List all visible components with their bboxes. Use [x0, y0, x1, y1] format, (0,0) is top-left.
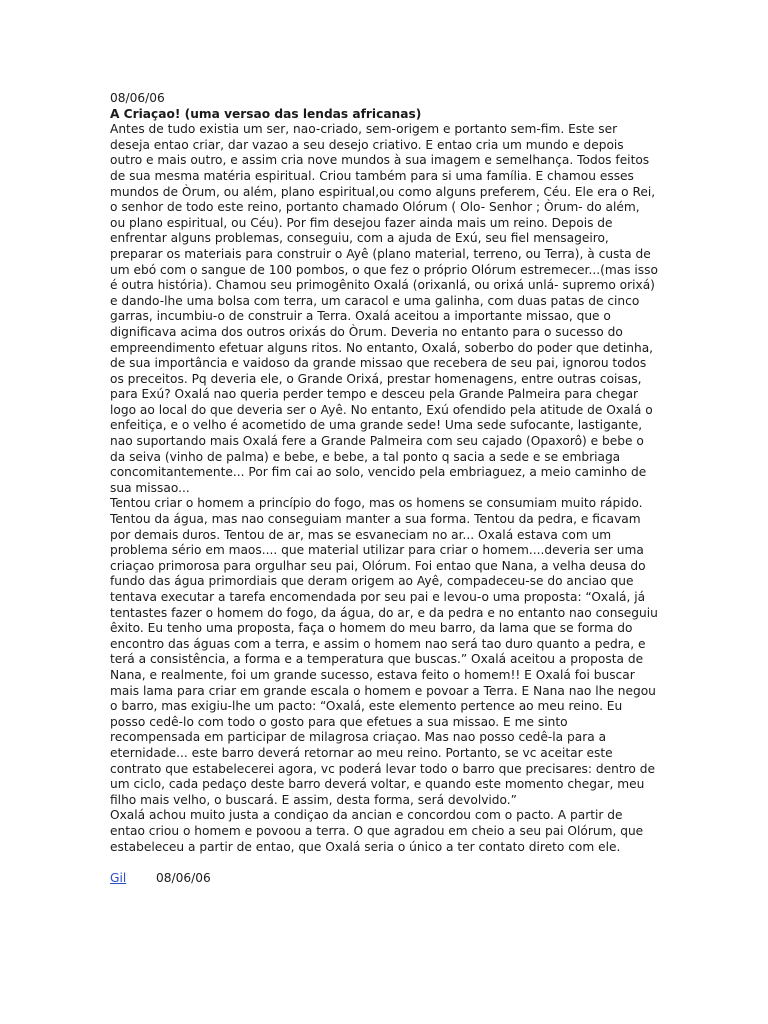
paragraph-1: Antes de tudo existia um ser, nao-criado, sem-origem e portanto sem-fim. Este ser deseja entao criar, dar vazao a seu desejo criativo. E entao cria um mundo e depois outro e mais outro, e assim cria nove mundos à sua imagem e semelhança. Todos feitos de sua mesma matéria espiritual. Criou também para si uma família. E chamou esses mundos de Òrum, ou além, plano espiritual,ou como alguns preferem, Céu. Ele era o Rei, o senhor de todo este reino, portanto chamado Olórum ( Olo- Senhor ; Òrum- do além, ou plano espiritual, ou Céu). Por fim desejou fazer ainda mais um reino. Depois de enfrentar alguns problemas, conseguiu, com a ajuda de Exú, seu fiel mensageiro, preparar os materiais para construir o Ayê (plano material, terreno, ou Terra), à custa de um ebó com o sangue de 100 pombos, o que fez o próprio Olórum estremecer...(mas isso é outra história). Chamou seu primogênito Oxalá (orixanlá, ou orixá unlá- supremo orixá) e dando-lhe uma bolsa com terra, um caracol e uma galinha, com duas patas de cinco garras, incumbiu-o de construir a Terra. Oxalá aceitou a importante missao, que o dignificava acima dos outros orixás do Òrum. Deveria no entanto para o sucesso do empreendimento efetuar alguns ritos. No entanto, Oxalá, soberbo do poder que detinha, de sua importância e vaidoso da grande missao que recebera de seu pai, ignorou todos os preceitos. Pq deveria ele, o Grande Orixá, prestar homenagens, entre outras coisas, para Exú? Oxalá nao queria perder tempo e desceu pela Grande Palmeira para chegar logo ao local do que deveria ser o Ayê. No entanto, Exú ofendido pela atitude de Oxalá o enfeitiça, e o velho é acometido de uma grande sede! Uma sede sufocante, lastigante, nao suportando mais Oxalá fere a Grande Palmeira com seu cajado (Opaxorô) e bebe o da seiva (vinho de palma) e bebe, e bebe, a tal ponto q sacia a sede e se embriaga concomitantemente... Por fim cai ao solo, vencido pela embriaguez, a meio caminho de sua missao... — [110, 122, 658, 495]
post-title: A Criaçao! (uma versao das lendas africanas) — [110, 106, 422, 121]
post-date: 08/06/06 — [110, 91, 165, 105]
post-footer — [110, 871, 658, 887]
paragraph-2: Tentou criar o homem a princípio do fogo, mas os homens se consumiam muito rápido. Tentou da água, mas nao conseguiam manter a sua forma. Tentou da pedra, e ficavam por demais duros. Tentou de ar, mas se esvaneciam no ar... Oxalá estava com um problema sério em maos.... que material utilizar para criar o homem....deveria ser uma criaçao primorosa para orgulhar seu pai, Olórum. Foi entao que Nana, a velha deusa do fundo das água primordiais que deram origem ao Ayê, compadeceu-se do anciao que tentava executar a tarefa encomendada por seu pai e levou-o uma proposta: “Oxalá, já tentastes fazer o homem do fogo, da água, do ar, e da pedra e no entanto nao conseguiu êxito. Eu tenho uma proposta, faça o homem do meu barro, da lama que se forma do encontro das águas com a terra, e assim o homem nao será tao duro quanto a pedra, e terá a consistência, a forma e a temperatura que buscas.” Oxalá aceitou a proposta de Nana, e realmente, foi um grande sucesso, estava feito o homem!! E Oxalá foi buscar mais lama para criar em grande escala o homem e povoar a Terra. E Nana nao lhe negou o barro, mas exigiu-lhe um pacto: “Oxalá, este elemento pertence ao meu reino. Eu posso cedê-lo com todo o gosto para que efetues a sua missao. E me sinto recompensada em participar de milagrosa criaçao. Mas nao posso cedê-la para a eternidade... este barro deverá retornar ao meu reino. Portanto, se vc aceitar este contrato que estabelecerei agora, vc poderá levar todo o barro que precisares: dentro de um ciclo, cada pedaço deste barro deverá voltar, e quando este momento chegar, meu filho mais velho, o buscará. E assim, desta forma, será devolvido.” — [110, 496, 658, 807]
spacer — [110, 855, 658, 871]
footer-date: 08/06/06 — [156, 871, 211, 886]
paragraph-3: Oxalá achou muito justa a condiçao da ancian e concordou com o pacto. A partir de entao criou o homem e povoou a terra. O que agradou em cheio a seu pai Olórum, que estabeleceu a partir de entao, que Oxalá seria o único a ter contato direto com ele. — [110, 808, 644, 854]
author-link[interactable]: Gil — [110, 871, 127, 886]
document-body — [110, 91, 658, 887]
